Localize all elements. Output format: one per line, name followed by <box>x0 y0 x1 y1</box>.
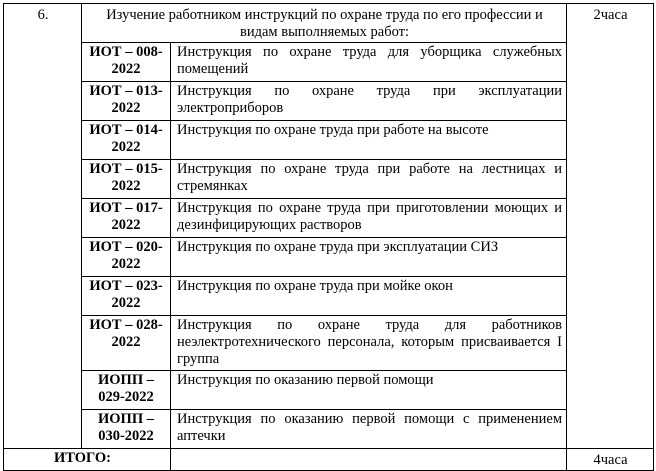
section-header-row <box>4 4 654 43</box>
instruction-title: Инструкция по оказанию первой помощи с применением аптечки <box>171 410 567 449</box>
instruction-code: ИОТ – 015-2022 <box>82 160 171 199</box>
total-label: ИТОГО: <box>4 449 171 471</box>
instruction-code: ИОПП – 029-2022 <box>82 371 171 410</box>
instruction-row <box>4 82 654 121</box>
instruction-code: ИОТ – 014-2022 <box>82 121 171 160</box>
instruction-row <box>4 160 654 199</box>
instruction-row <box>4 277 654 316</box>
instruction-row <box>4 238 654 277</box>
instruction-code: ИОТ – 023-2022 <box>82 277 171 316</box>
instruction-row <box>4 316 654 371</box>
total-hours: 4часа <box>567 449 654 471</box>
section-hours: 2часа <box>567 4 654 449</box>
instruction-row <box>4 43 654 82</box>
instruction-row <box>4 410 654 449</box>
instruction-title: Инструкция по охране труда при работе на высоте <box>171 121 567 160</box>
instruction-title: Инструкция по охране труда при эксплуатации СИЗ <box>171 238 567 277</box>
training-plan-table <box>3 3 654 471</box>
instruction-code: ИОТ – 017-2022 <box>82 199 171 238</box>
instruction-code: ИОТ – 013-2022 <box>82 82 171 121</box>
section-number: 6. <box>4 4 82 449</box>
instruction-code: ИОТ – 020-2022 <box>82 238 171 277</box>
instruction-code: ИОПП – 030-2022 <box>82 410 171 449</box>
instruction-title: Инструкция по охране труда при приготовлении моющих и дезинфицирующих растворов <box>171 199 567 238</box>
instruction-row <box>4 121 654 160</box>
instruction-title: Инструкция по охране труда при работе на лестницах и стремянках <box>171 160 567 199</box>
instruction-code: ИОТ – 008-2022 <box>82 43 171 82</box>
instruction-title: Инструкция по охране труда при мойке окон <box>171 277 567 316</box>
section-title: Изучение работником инструкций по охране труда по его профессии и видам выполняемых работ: <box>82 4 567 43</box>
instruction-title: Инструкция по охране труда при эксплуатации электроприборов <box>171 82 567 121</box>
instruction-title: Инструкция по оказанию первой помощи <box>171 371 567 410</box>
instruction-title: Инструкция по охране труда для уборщика служебных помещений <box>171 43 567 82</box>
instruction-code: ИОТ – 028-2022 <box>82 316 171 371</box>
total-empty-cell <box>171 449 567 471</box>
instruction-title: Инструкция по охране труда для работников неэлектротехнического персонала, которым присваивается I группа <box>171 316 567 371</box>
total-row <box>4 449 654 471</box>
instruction-row <box>4 371 654 410</box>
instruction-row <box>4 199 654 238</box>
